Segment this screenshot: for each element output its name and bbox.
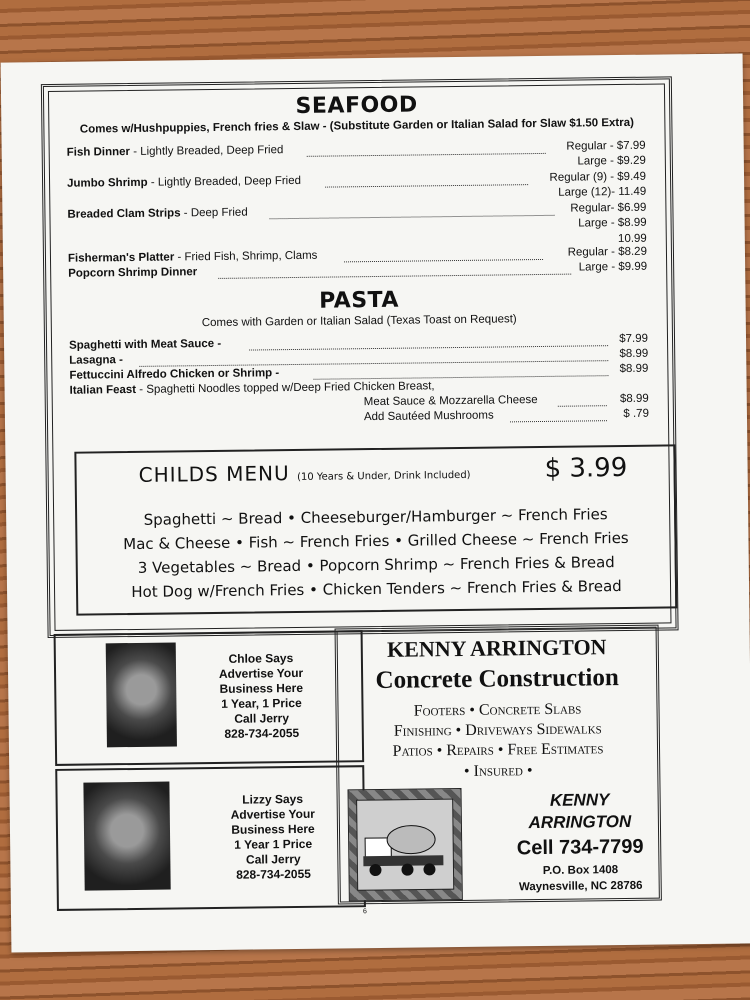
childs-line: Spaghetti ~ Bread • Cheeseburger/Hamburger ~ French Fries xyxy=(143,505,608,529)
seafood-title: SEAFOOD xyxy=(295,92,418,119)
menu-item: Breaded Clam Strips - Deep Fried Regular- $6.99 xyxy=(67,201,647,221)
ad-chloe: Chloe Says Advertise Your Business Here 1 Year, 1 Price Call Jerry 828-734-2055 xyxy=(54,630,365,766)
price: 10.99 xyxy=(617,232,647,246)
menu-item: Italian Feast - Spaghetti Noodles topped w/Deep Fried Chicken Breast, xyxy=(69,380,435,397)
truck-icon xyxy=(349,789,462,900)
price: $8.99 xyxy=(619,362,649,376)
price: Regular (9) - $9.49 xyxy=(549,170,647,184)
menu-item: Fish Dinner - Lightly Breaded, Deep Fried Regular - $7.99 xyxy=(66,139,646,159)
menu-item: Lasagna - $8.99 xyxy=(69,347,649,367)
price: Large - $9.29 xyxy=(577,154,646,168)
kenny-cell: Cell 734-7799 xyxy=(516,835,644,860)
childs-line: Hot Dog w/French Fries • Chicken Tenders ~ French Fries & Bread xyxy=(131,577,622,602)
price: $8.99 xyxy=(619,347,649,361)
pasta-title: PASTA xyxy=(318,287,400,314)
pasta-subtitle: Comes with Garden or Italian Salad (Texas Toast on Request) xyxy=(201,313,517,330)
childs-title: CHILDS MENU (10 Years & Under, Drink Included) xyxy=(138,461,471,487)
price: $ .79 xyxy=(623,407,650,420)
menu-page xyxy=(1,54,750,953)
price: $8.99 xyxy=(619,392,649,406)
ad-kenny-arrington: KENNY ARRINGTON Concrete Construction Footers • Concrete Slabs Finishing • Driveways Sidewalks Patios • Repairs • Free Estimates • Insured • KENNY ARRINGTON Cell 734-7799 P.O. Box 1408 Waynesville, NC 28786 xyxy=(335,625,662,905)
dog-photo xyxy=(83,782,170,891)
kenny-name: KENNY ARRINGTON xyxy=(386,634,607,662)
price: Regular - $7.99 xyxy=(566,139,646,153)
menu-item: Jumbo Shrimp - Lightly Breaded, Deep Fried Regular (9) - $9.49 xyxy=(67,170,647,190)
price: Large (12)- 11.49 xyxy=(558,185,647,199)
page-number: 6 xyxy=(362,908,367,916)
price: Large - $8.99 xyxy=(578,216,647,230)
dog-photo xyxy=(106,642,177,747)
menu-item: Meat Sauce & Mozzarella Cheese $8.99 xyxy=(363,392,649,409)
menu-item: Popcorn Shrimp Dinner Large - $9.99 xyxy=(68,260,648,280)
price: $7.99 xyxy=(619,332,649,346)
menu-frame xyxy=(41,76,679,638)
price: Regular - $8.29 xyxy=(567,245,648,259)
ad-lizzy: Lizzy Says Advertise Your Business Here 1 Year 1 Price Call Jerry 828-734-2055 xyxy=(55,765,366,911)
menu-item: Fisherman's Platter - Fried Fish, Shrimp, Clams Regular - $8.29 xyxy=(67,245,648,265)
menu-item: Spaghetti with Meat Sauce - $7.99 xyxy=(68,332,649,352)
menu-item: Add Sautéed Mushrooms $ .79 xyxy=(363,407,650,424)
concrete-truck-logo xyxy=(347,788,462,901)
kenny-business: Concrete Construction xyxy=(375,664,619,695)
childs-price: $ 3.99 xyxy=(544,452,628,484)
childs-line: 3 Vegetables ~ Bread • Popcorn Shrimp ~ French Fries & Bread xyxy=(137,553,615,577)
childs-line: Mac & Cheese • Fish ~ French Fries • Grilled Cheese ~ French Fries xyxy=(123,528,629,554)
price: Regular- $6.99 xyxy=(570,201,647,215)
menu-item: Fettuccini Alfredo Chicken or Shrimp - $8.99 xyxy=(69,362,649,382)
seafood-subtitle: Comes w/Hushpuppies, French fries & Slaw - (Substitute Garden or Italian Salad for Slaw $1.50 Extra) xyxy=(79,116,634,136)
childs-menu-box xyxy=(74,444,677,615)
price: Large - $9.99 xyxy=(578,260,648,274)
